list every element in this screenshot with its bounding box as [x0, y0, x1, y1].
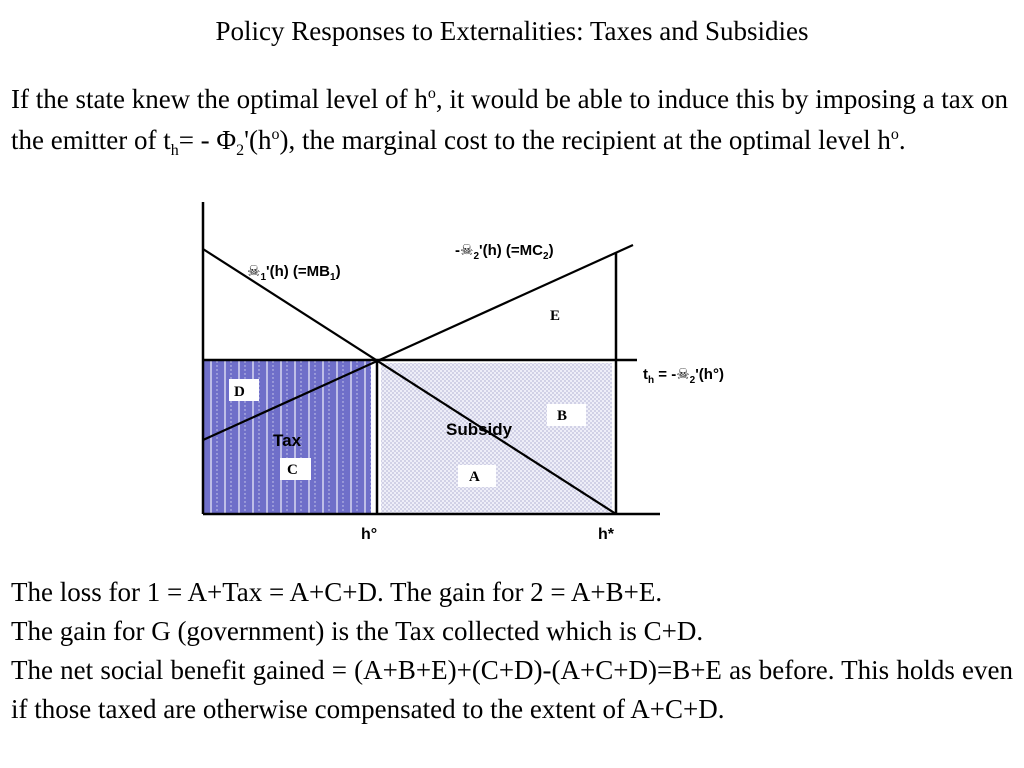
mc2-label-sub1: 2 [473, 251, 480, 262]
intro-text-2: , it would be able to induce this by imposing a tax on the emitter of t [11, 84, 1009, 155]
slide-title: Policy Responses to Externalities: Taxes and Subsidies [215, 16, 809, 46]
x-tick-hstar: h* [598, 526, 614, 543]
intro-text-4: '(h [244, 125, 272, 155]
intro-sup-1: o [427, 85, 436, 102]
region-b-label: B [557, 408, 568, 424]
tax-label-mid: = -☠ [654, 366, 690, 383]
mc2-curve-label [455, 242, 554, 262]
mb1-label-sub2: 1 [330, 272, 336, 283]
mb1-label-sub1: 1 [260, 272, 267, 283]
region-d-label: D [234, 384, 245, 400]
mc2-label-end: ) [548, 242, 554, 259]
mb1-curve-label [247, 263, 341, 283]
tax-label-sub2: 2 [689, 375, 696, 386]
subsidy-area-label: Subsidy [446, 420, 513, 439]
mb1-label-mid: '(h) (=MB [266, 263, 330, 280]
intro-text-5: ), the marginal cost to the recipient at the optimal level h [279, 125, 891, 155]
tax-label-t: t [643, 366, 648, 383]
conclusion-line-1: The loss for 1 = A+Tax = A+C+D. The gain for 2 = A+B+E. [11, 577, 663, 607]
tax-label-end: '(h°) [695, 366, 724, 383]
conclusion-line-3: The net social benefit gained = (A+B+E)+(C+D)-(A+C+D)=B+E as before. This holds even if those taxed are otherwise compensated to the extent of A+C+D. [11, 655, 1013, 724]
tax-area-label: Tax [273, 431, 302, 450]
intro-text-6: . [898, 125, 906, 155]
region-a-label: A [469, 469, 480, 485]
region-e-label: E [550, 308, 561, 324]
intro-text-3: = - Φ [178, 125, 237, 155]
mb1-label-prefix: ☠ [247, 263, 261, 280]
region-c-label: C [287, 462, 298, 478]
mb1-label-end: ) [335, 263, 341, 280]
intro-sup-3: o [890, 126, 899, 143]
conclusion-paragraph [11, 573, 1013, 729]
conclusion-line-2: The gain for G (government) is the Tax collected which is C+D. [11, 616, 704, 646]
intro-sup-2: o [271, 126, 280, 143]
x-tick-ho: h° [361, 526, 378, 543]
mc2-label-mid: '(h) (=MC [479, 242, 543, 259]
intro-sub-1: h [170, 142, 179, 159]
intro-sub-2: 2 [236, 142, 245, 159]
mc2-label-sub2: 2 [543, 251, 549, 262]
tax-label-sub: h [648, 375, 655, 386]
mc2-label-prefix: -☠ [455, 242, 474, 259]
intro-text-1: If the state knew the optimal level of h [11, 84, 428, 114]
tax-line-label [643, 366, 724, 386]
